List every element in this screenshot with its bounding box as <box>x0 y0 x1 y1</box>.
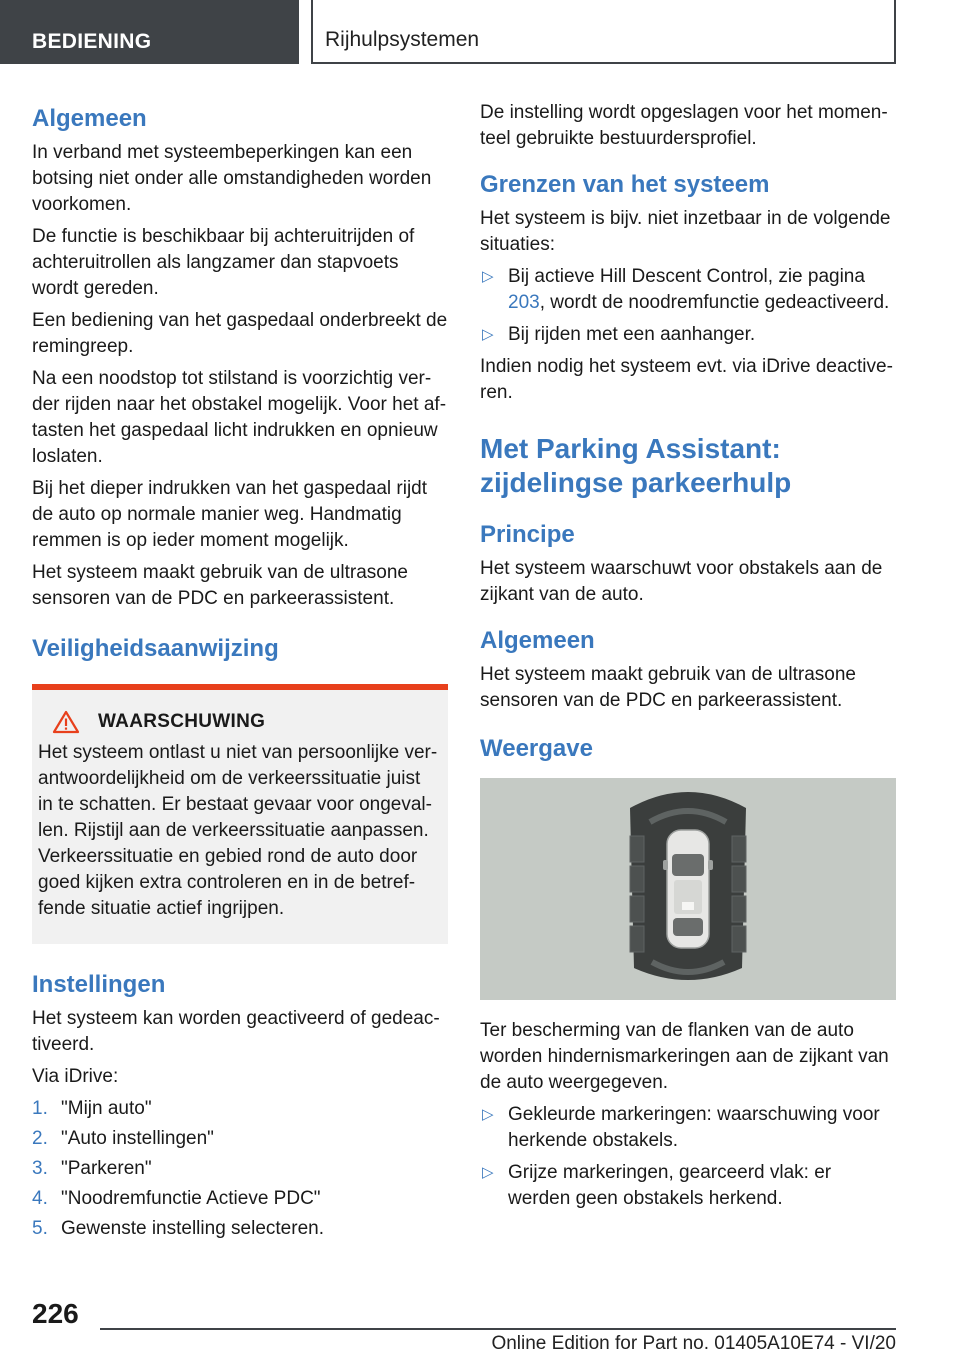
page-link[interactable]: 203 <box>508 292 540 313</box>
heading-parking-assistant: Met Parking Assistant: zijdelingse parkeerhulp <box>480 433 792 498</box>
list-item <box>480 1160 896 1212</box>
step-number: 2. <box>32 1128 48 1149</box>
paragraph: Via iDrive: <box>32 1066 119 1087</box>
bullet-text: Gekleurde markeringen: waarschuwing voor herkende obstakels. <box>508 1104 880 1151</box>
step-number: 1. <box>32 1098 48 1119</box>
list-item <box>480 1102 896 1154</box>
paragraph: Een bediening van het gaspedaal onderbreekt de remingreep. <box>32 310 448 357</box>
car-side-markings-illustration <box>480 778 896 1000</box>
heading-weergave: Weergave <box>480 735 593 762</box>
warning-header <box>38 710 440 734</box>
heading-algemeen-2: Algemeen <box>480 627 595 654</box>
warning-triangle-icon <box>52 710 80 734</box>
bullet-text-part: Bij actieve Hill Descent Control, zie pagina <box>508 266 865 287</box>
step-text: "Mijn auto" <box>61 1098 152 1119</box>
bullet-text-part: , wordt de noodremfunctie gedeactiveerd. <box>539 292 890 313</box>
paragraph: De functie is beschikbaar bij achteruitrijden of achteruitrollen als langzamer dan stapvoets wordt gereden. <box>32 226 415 299</box>
step-text: "Parkeren" <box>61 1158 152 1179</box>
triangle-bullet-icon: ▷ <box>482 1164 494 1181</box>
paragraph: De instelling wordt opgeslagen voor het momenteel gebruikte bestuurdersprofiel. <box>480 102 888 149</box>
markings-list <box>480 1102 896 1212</box>
list-item <box>32 1186 448 1212</box>
step-text: Gewenste instelling selecteren. <box>61 1218 324 1239</box>
paragraph: Na een noodstop tot stilstand is voorzichtig verder rijden naar het obstakel mogelijk. Voor het aftasten het gaspedaal licht indrukken en opnieuw loslaten. <box>32 368 447 467</box>
list-item <box>32 1126 448 1152</box>
bullet-text <box>508 264 896 316</box>
warning-text: Het systeem ontlast u niet van persoonlijke verantwoordelijkheid om de verkeerssituatie juist in te schatten. Er bestaat gevaar voor ongevallen. Rijstijl aan de verkeerssituatie aanpassen. Verkeerssituatie en gebied rond de auto door goed kijken extra controleren en in de betreffende situatie actief ingrijpen. <box>38 742 438 919</box>
list-item <box>32 1096 448 1122</box>
paragraph: Indien nodig het systeem evt. via iDrive deactiveren. <box>480 356 893 403</box>
heading-veiligheidsaanwijzing: Veiligheidsaanwijzing <box>32 635 279 662</box>
triangle-bullet-icon: ▷ <box>482 326 494 343</box>
footer-rule <box>100 1328 896 1330</box>
header-section: BEDIENING <box>0 0 299 64</box>
triangle-bullet-icon: ▷ <box>482 1106 494 1123</box>
paragraph: Het systeem maakt gebruik van de ultrasone sensoren van de PDC en parkeerassistent. <box>480 664 856 711</box>
header-chapter: Rijhulpsystemen <box>311 0 896 64</box>
step-text: "Noodremfunctie Actieve PDC" <box>61 1188 321 1209</box>
paragraph: In verband met systeembeperkingen kan een botsing niet onder alle omstandigheden worden voorkomen. <box>32 142 432 215</box>
triangle-bullet-icon: ▷ <box>482 268 494 285</box>
warning-box <box>32 684 448 944</box>
heading-algemeen: Algemeen <box>32 105 147 132</box>
limits-list <box>480 264 896 348</box>
page-number: 226 <box>32 1298 79 1329</box>
heading-principe: Principe <box>480 521 575 548</box>
step-number: 3. <box>32 1158 48 1179</box>
parking-display-figure <box>480 778 896 1000</box>
right-column <box>480 100 896 1218</box>
heading-grenzen: Grenzen van het systeem <box>480 171 770 198</box>
paragraph: Ter bescherming van de flanken van de auto worden hindernismarkeringen aan de zijkant van de auto weergegeven. <box>480 1020 889 1093</box>
paragraph: Het systeem maakt gebruik van de ultrasone sensoren van de PDC en parkeerassistent. <box>32 562 408 609</box>
steps-list <box>32 1096 448 1242</box>
list-item <box>480 264 896 316</box>
step-number: 4. <box>32 1188 48 1209</box>
paragraph: Bij het dieper indrukken van het gaspedaal rijdt de auto op normale manier weg. Handmatig remmen is op ieder moment mogelijk. <box>32 478 428 551</box>
warning-title: WAARSCHUWING <box>98 711 266 732</box>
paragraph: Het systeem waarschuwt voor obstakels aan de zijkant van de auto. <box>480 558 883 605</box>
paragraph: Het systeem is bijv. niet inzetbaar in de volgende situaties: <box>480 208 891 255</box>
bullet-text: Bij rijden met een aanhanger. <box>508 324 756 345</box>
list-item <box>480 322 896 348</box>
list-item <box>32 1156 448 1182</box>
left-column <box>32 100 448 1246</box>
heading-instellingen: Instellingen <box>32 971 166 998</box>
step-number: 5. <box>32 1218 48 1239</box>
paragraph: Het systeem kan worden geactiveerd of gedeactiveerd. <box>32 1008 440 1055</box>
footer-edition: Online Edition for Part no. 01405A10E74 - VI/20 <box>491 1333 896 1354</box>
bullet-text: Grijze markeringen, gearceerd vlak: er werden geen obstakels herkend. <box>508 1162 832 1209</box>
step-text: "Auto instellingen" <box>61 1128 214 1149</box>
list-item <box>32 1216 448 1242</box>
